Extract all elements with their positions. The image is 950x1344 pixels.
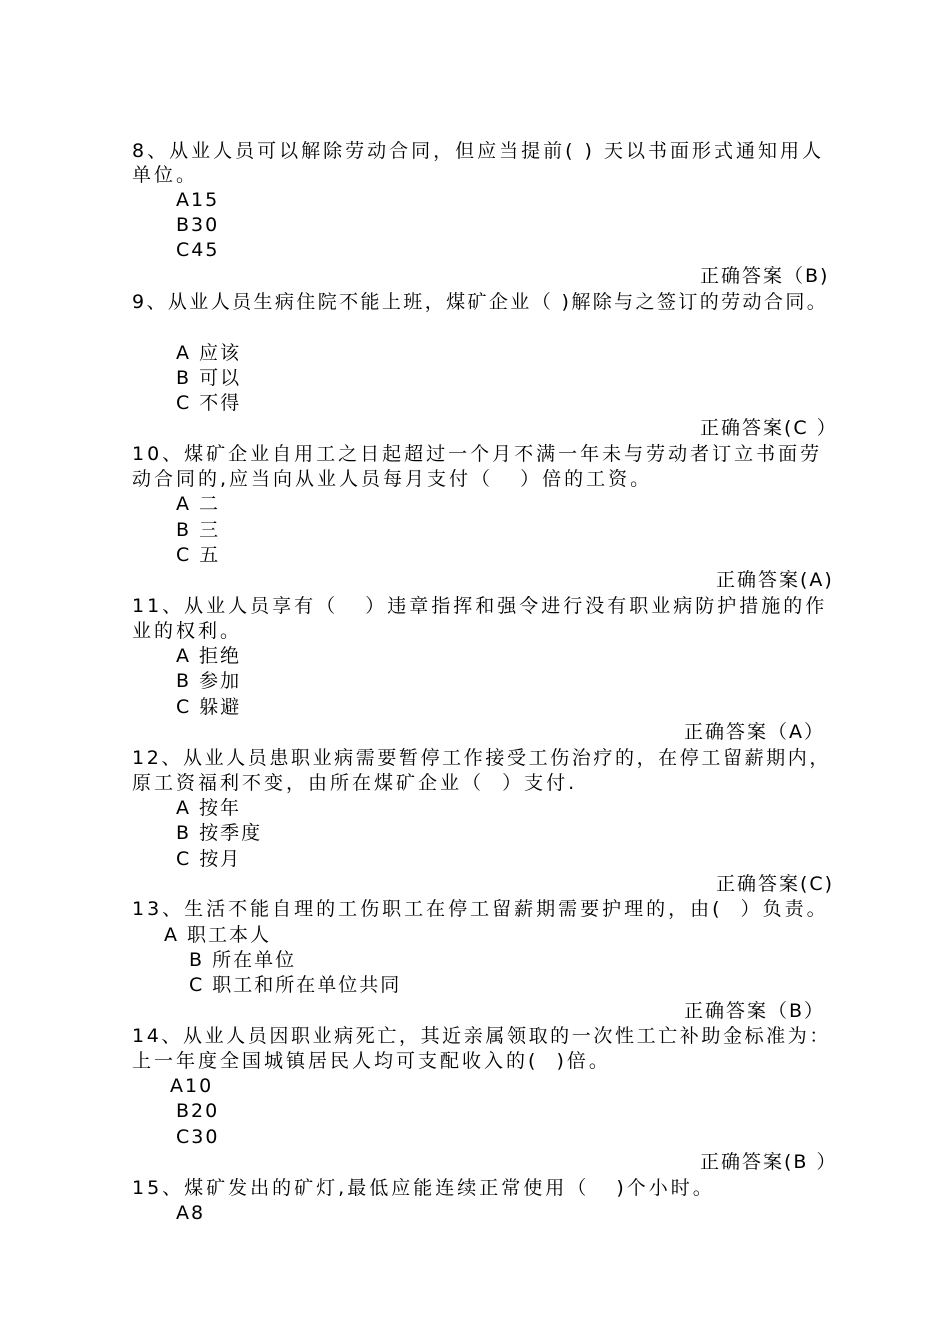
question-15-line-1: 15、煤矿发出的矿灯,最低应能连续正常使用（ )个小时。	[132, 1177, 715, 1199]
question-12-line-1: 12、从业人员患职业病需要暂停工作接受工伤治疗的，在停工留薪期内，	[132, 747, 831, 769]
question-9-line-1: 9、从业人员生病住院不能上班，煤矿企业（ )解除与之签订的劳动合同。	[132, 291, 829, 313]
question-15-option-a: A8	[176, 1202, 206, 1224]
question-13-option-a: A 职工本人	[164, 924, 272, 946]
question-12-option-b: B 按季度	[176, 822, 263, 844]
question-9-option-a: A 应该	[176, 342, 242, 364]
question-14-line-1: 14、从业人员因职业病死亡，其近亲属领取的一次性工亡补助金标准为：	[132, 1025, 831, 1047]
question-11-option-b: B 参加	[176, 670, 242, 692]
question-9-option-b: B 可以	[176, 367, 242, 389]
question-8-line-1: 8、从业人员可以解除劳动合同，但应当提前( ) 天以书面形式通知用人	[132, 140, 824, 162]
question-14-option-c: C30	[176, 1126, 220, 1148]
question-12-line-2: 原工资福利不变，由所在煤矿企业（ ）支付.	[132, 772, 578, 794]
question-8-line-2: 单位。	[132, 164, 199, 186]
question-12-option-a: A 按年	[176, 797, 242, 819]
question-10-line-2: 动合同的,应当向从业人员每月支付（ ）倍的工资。	[132, 468, 653, 490]
question-13-line-1: 13、生活不能自理的工伤职工在停工留薪期需要护理的，由( ）负责。	[132, 898, 829, 920]
question-13-option-c: C 职工和所在单位共同	[189, 974, 402, 996]
question-9-option-c: C 不得	[176, 392, 242, 414]
question-14-line-2: 上一年度全国城镇居民人均可支配收入的( )倍。	[132, 1050, 611, 1072]
question-9-answer: 正确答案(C ）	[700, 417, 838, 439]
question-11-line-2: 业的权利。	[132, 620, 243, 642]
question-12-option-c: C 按月	[176, 848, 242, 870]
question-10-answer: 正确答案(A)	[716, 569, 834, 591]
question-10-option-b: B 三	[176, 519, 221, 541]
question-14-answer: 正确答案(B ）	[700, 1151, 838, 1173]
question-13-answer: 正确答案（B）	[684, 1000, 826, 1022]
question-10-option-a: A 二	[176, 493, 221, 515]
question-8-option-a: A15	[176, 189, 220, 211]
question-11-answer: 正确答案（A）	[684, 721, 825, 743]
question-12-answer: 正确答案(C)	[716, 873, 835, 895]
question-13-option-b: B 所在单位	[189, 949, 297, 971]
question-10-option-c: C 五	[176, 544, 221, 566]
question-10-line-1: 10、煤矿企业自用工之日起超过一个月不满一年未与劳动者订立书面劳	[132, 443, 823, 465]
question-8-option-c: C45	[176, 239, 220, 261]
question-11-option-a: A 拒绝	[176, 645, 242, 667]
question-8-option-b: B30	[176, 214, 220, 236]
question-11-option-c: C 躲避	[176, 696, 242, 718]
question-14-option-a: A10	[170, 1075, 214, 1097]
question-14-option-b: B20	[176, 1100, 220, 1122]
question-11-line-1: 11、从业人员享有（ ）违章指挥和强令进行没有职业病防护措施的作	[132, 595, 828, 617]
question-8-answer: 正确答案（B)	[700, 265, 830, 287]
